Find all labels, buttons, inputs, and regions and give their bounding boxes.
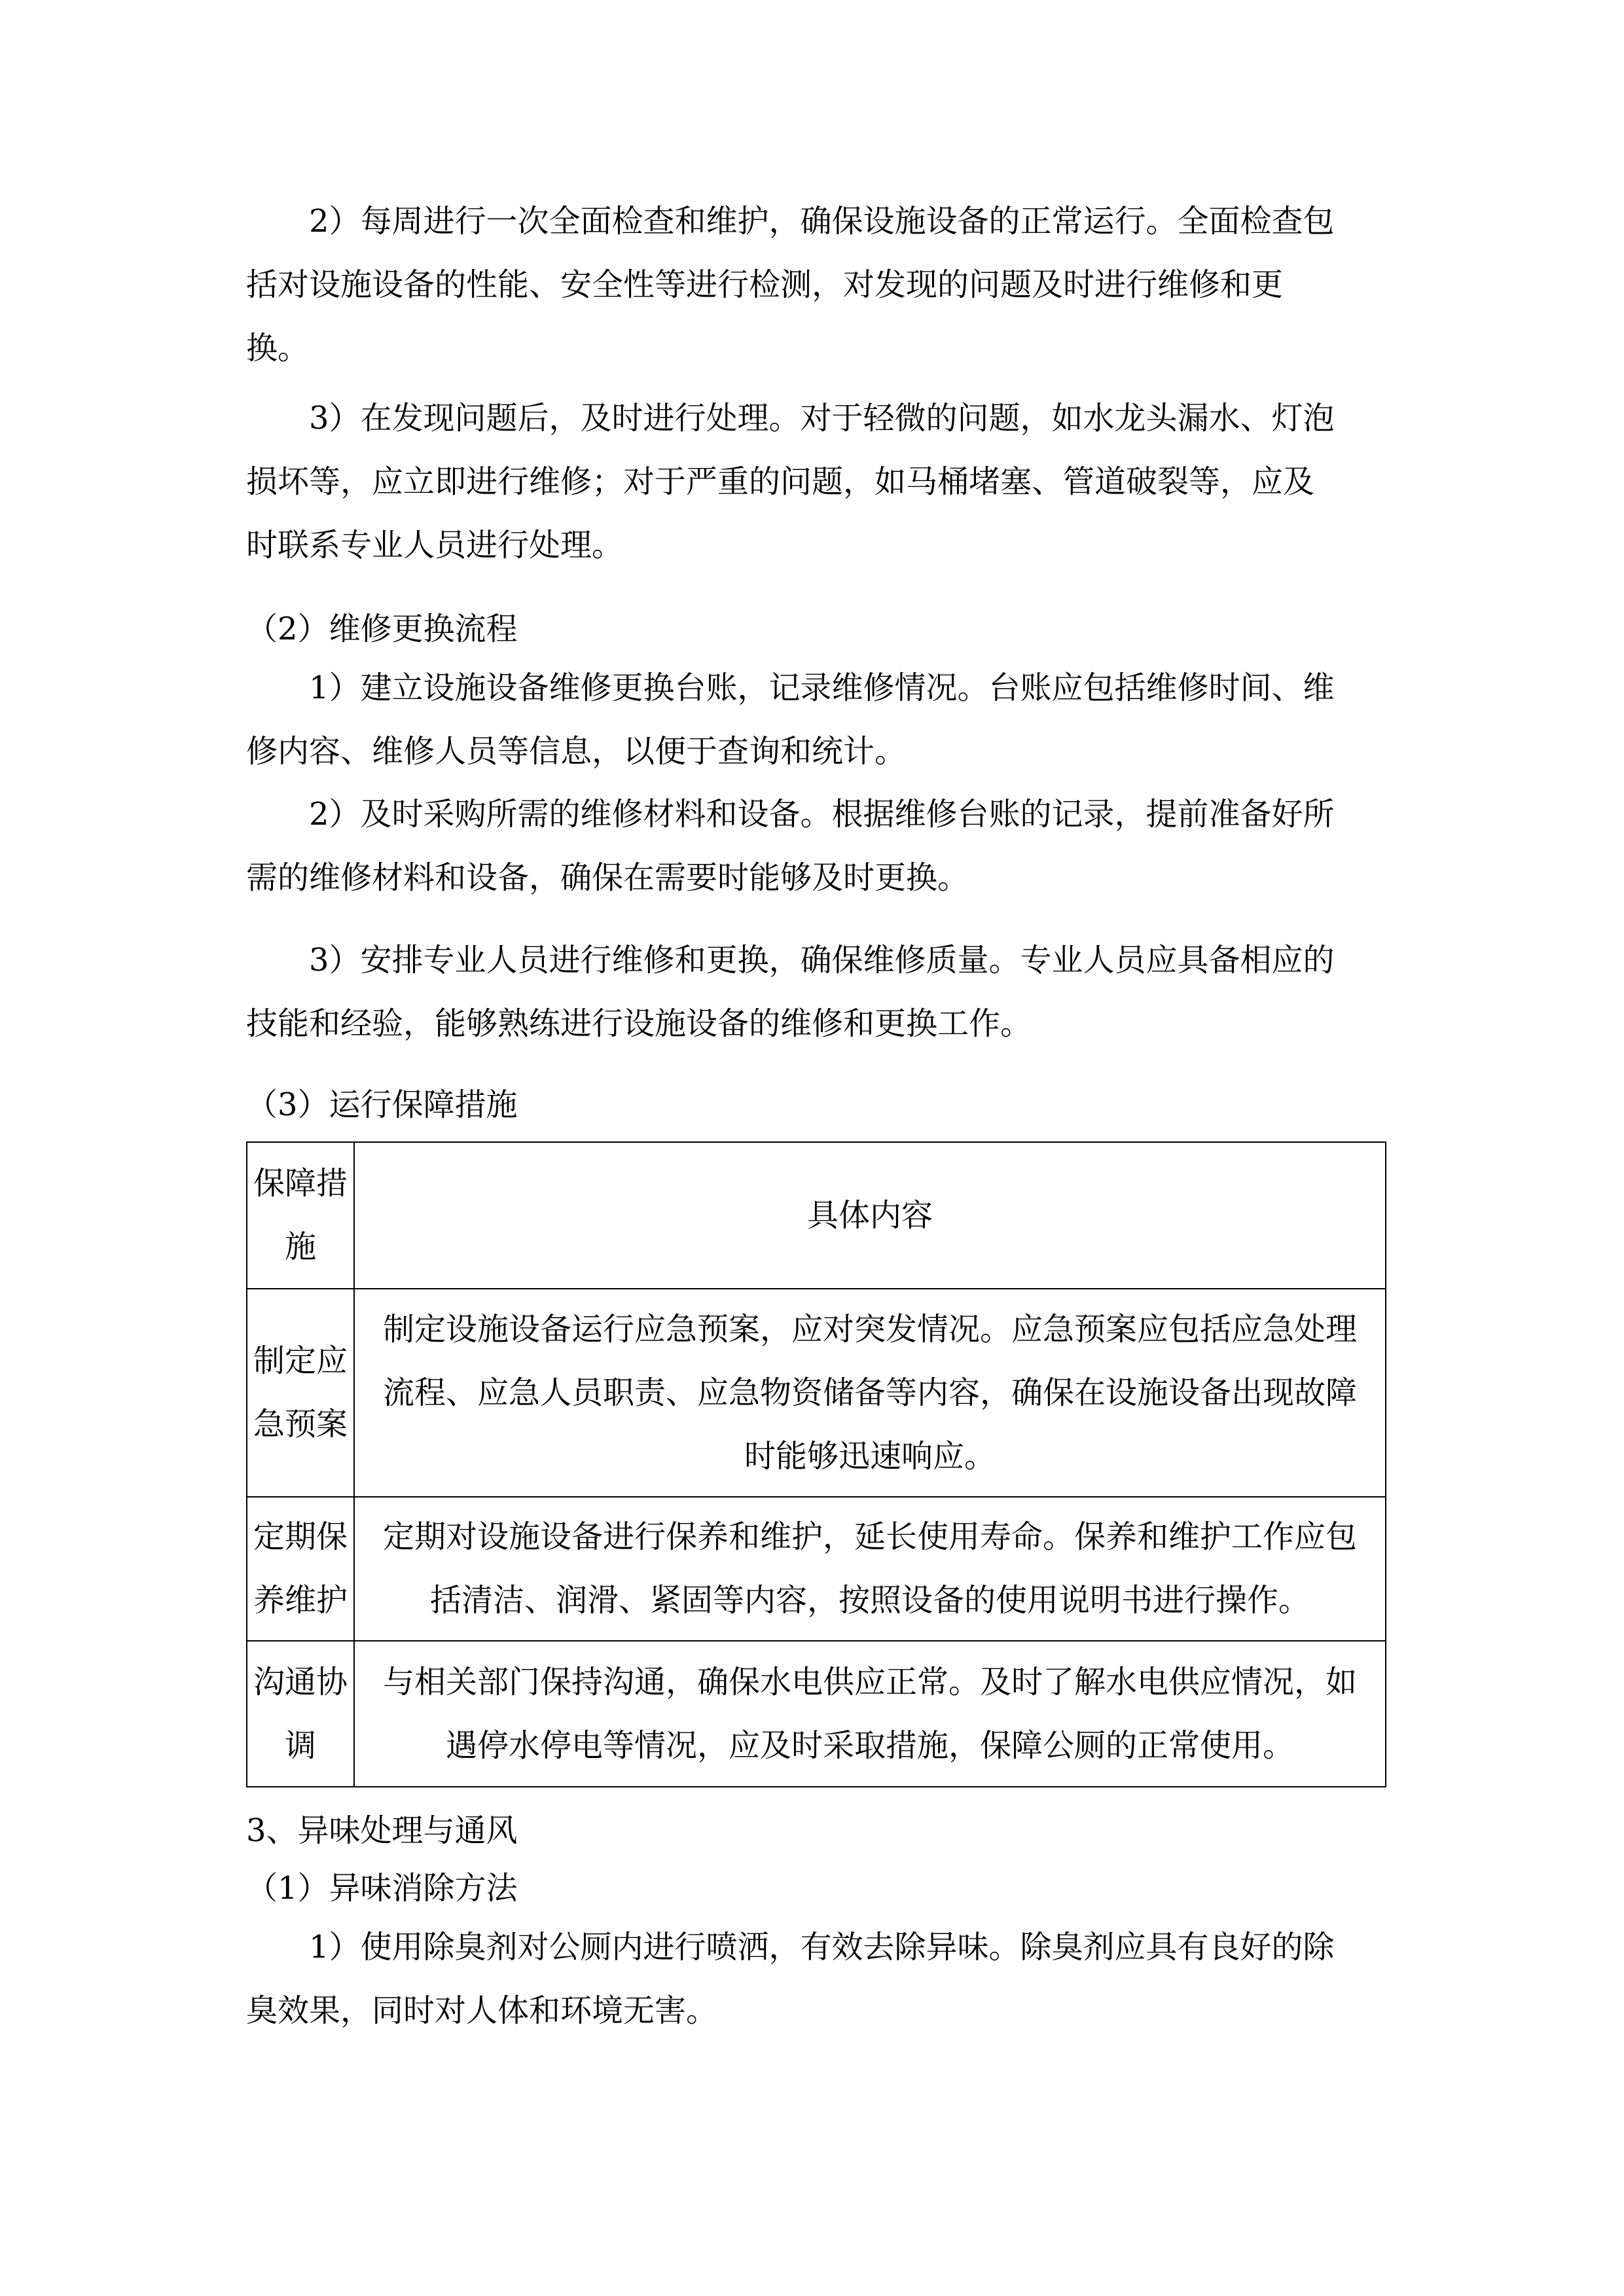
cell-line: 急预案 — [253, 1406, 348, 1443]
table-row — [247, 1497, 1386, 1641]
cell-line: 沟通协 — [253, 1663, 348, 1700]
table-row — [247, 1289, 1386, 1497]
cell-line: 养维护 — [253, 1582, 348, 1619]
cell-line: 保障措 — [253, 1165, 348, 1202]
text-line: 3）在发现问题后，及时进行处理。对于轻微的问题，如水龙头漏水、灯泡 — [309, 400, 1335, 437]
heading-odor-removal — [246, 1857, 1388, 1920]
heading-repair-process — [246, 598, 1388, 661]
cell-line: 遇停水停电等情况，应及时采取措施，保障公厕的正常使用。 — [445, 1727, 1294, 1764]
text-line: 2）每周进行一次全面检查和维护，确保设施设备的正常运行。全面检查包 — [309, 203, 1335, 240]
cell-line: 括清洁、润滑、紧固等内容，按照设备的使用说明书进行操作。 — [429, 1582, 1310, 1619]
measure-cell — [247, 1641, 354, 1787]
heading-text: 3、异味处理与通风 — [246, 1812, 518, 1849]
paragraph-problem-handling — [246, 387, 1388, 577]
cell-line: 定期保 — [253, 1518, 348, 1555]
cell-line: 时能够迅速响应。 — [744, 1437, 996, 1475]
text-line: 时联系专业人员进行处理。 — [246, 527, 624, 564]
cell-line: 制定应 — [253, 1342, 348, 1379]
content-cell — [354, 1289, 1386, 1497]
cell-line: 定期对设施设备进行保养和维护，延长使用寿命。保养和维护工作应包 — [382, 1518, 1357, 1555]
cell-line: 具体内容 — [806, 1196, 933, 1234]
table-row — [247, 1641, 1386, 1787]
header-measure-cell — [247, 1142, 354, 1289]
table-header-row — [247, 1142, 1386, 1289]
text-line: 1）使用除臭剂对公厕内进行喷洒，有效去除异味。除臭剂应具有良好的除 — [309, 1929, 1335, 1965]
heading-text: （3）运行保障措施 — [246, 1086, 518, 1123]
measure-cell — [247, 1289, 354, 1497]
paragraph-weekly-inspection — [246, 190, 1388, 380]
cell-line: 与相关部门保持沟通，确保水电供应正常。及时了解水电供应情况，如 — [382, 1663, 1357, 1700]
text-line: 需的维修材料和设备，确保在需要时能够及时更换。 — [246, 859, 969, 896]
paragraph-procurement — [246, 783, 1388, 910]
cell-line: 施 — [284, 1229, 316, 1265]
header-content-cell — [354, 1142, 1386, 1289]
cell-line: 制定设施设备运行应急预案，应对突发情况。应急预案应包括应急处理 — [382, 1310, 1357, 1348]
paragraph-professional-staff — [246, 929, 1388, 1056]
text-line: 臭效果，同时对人体和环境无害。 — [246, 1992, 718, 2029]
content-cell — [354, 1641, 1386, 1787]
text-line: 换。 — [246, 330, 310, 367]
heading-operation-measures — [246, 1073, 1388, 1137]
measures-table — [246, 1141, 1386, 1787]
text-line: 3）安排专业人员进行维修和更换，确保维修质量。专业人员应具备相应的 — [309, 942, 1335, 978]
text-line: 括对设施设备的性能、安全性等进行检测，对发现的问题及时进行维修和更 — [246, 266, 1284, 303]
paragraph-deodorant — [246, 1916, 1388, 2043]
cell-line: 调 — [284, 1727, 316, 1764]
heading-text: （1）异味消除方法 — [246, 1870, 518, 1907]
section-odor-ventilation — [246, 1799, 1388, 1863]
text-line: 2）及时采购所需的维修材料和设备。根据维修台账的记录，提前准备好所 — [309, 796, 1335, 833]
paragraph-ledger — [246, 656, 1388, 783]
text-line: 技能和经验，能够熟练进行设施设备的维修和更换工作。 — [246, 1005, 1032, 1042]
content-cell — [354, 1497, 1386, 1641]
text-line: 修内容、维修人员等信息，以便于查询和统计。 — [246, 733, 907, 770]
measure-cell — [247, 1497, 354, 1641]
text-line: 损坏等，应立即进行维修；对于严重的问题，如马桶堵塞、管道破裂等，应及 — [246, 463, 1315, 500]
text-line: 1）建立设施设备维修更换台账，记录维修情况。台账应包括维修时间、维 — [309, 670, 1335, 706]
cell-line: 流程、应急人员职责、应急物资储备等内容，确保在设施设备出现故障 — [382, 1374, 1357, 1411]
heading-text: （2）维修更换流程 — [246, 611, 518, 647]
